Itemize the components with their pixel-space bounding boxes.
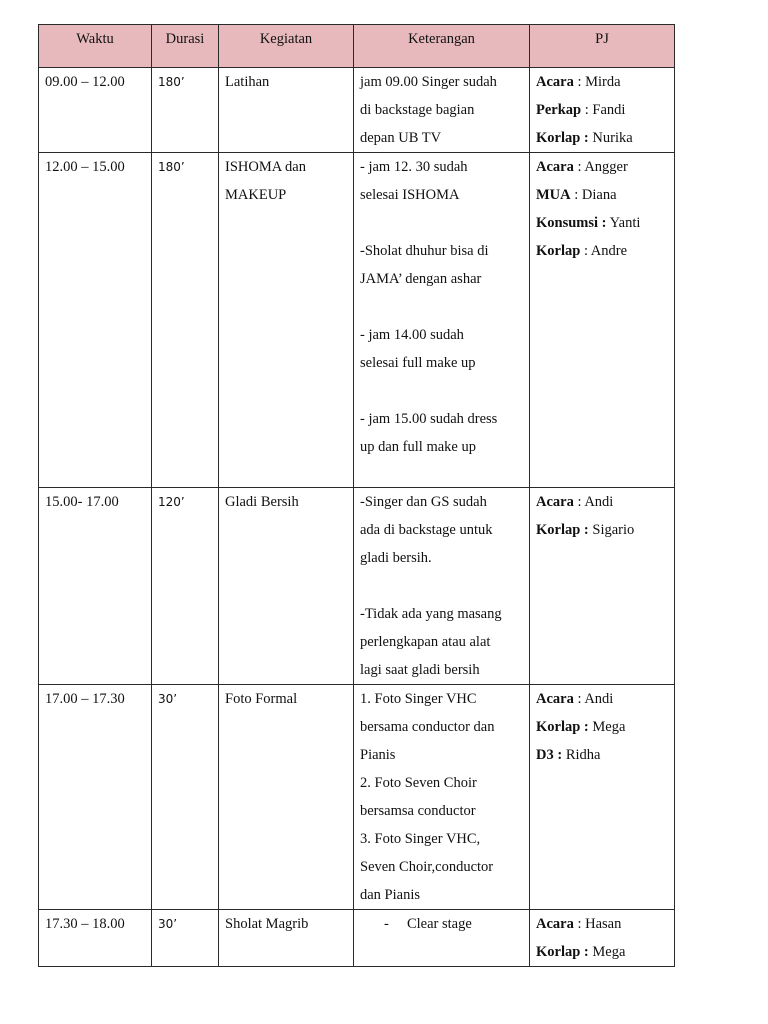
cell-pj bbox=[530, 153, 675, 488]
pj-name: Nurika bbox=[592, 130, 633, 146]
kegiatan-line: Latihan bbox=[225, 74, 270, 90]
keterangan-line: -Singer dan GS sudah bbox=[360, 494, 487, 510]
header-durasi: Durasi bbox=[152, 25, 219, 68]
pj-entry bbox=[536, 685, 668, 713]
pj-name: Andi bbox=[584, 691, 614, 707]
paragraph-gap bbox=[360, 377, 523, 405]
kegiatan-line: MAKEUP bbox=[225, 187, 287, 203]
cell-kegiatan bbox=[219, 488, 354, 685]
pj-role: Perkap bbox=[536, 102, 582, 118]
cell-durasi: 180’ bbox=[152, 153, 219, 488]
pj-name: Andre bbox=[590, 243, 628, 259]
keterangan-line: dan Pianis bbox=[360, 887, 421, 903]
keterangan-line: perlengkapan atau alat bbox=[360, 634, 491, 650]
paragraph-gap bbox=[360, 209, 523, 237]
table-row bbox=[39, 910, 675, 967]
cell-keterangan bbox=[354, 488, 530, 685]
pj-entry bbox=[536, 741, 668, 769]
cell-kegiatan bbox=[219, 68, 354, 153]
pj-sep: : bbox=[580, 243, 591, 259]
keterangan-line: lagi saat gladi bersih bbox=[360, 662, 480, 678]
cell-waktu: 17.30 – 18.00 bbox=[39, 910, 152, 967]
keterangan-line: Pianis bbox=[360, 747, 396, 763]
keterangan-line: Seven Choir,conductor bbox=[360, 859, 494, 875]
pj-name: Mega bbox=[592, 719, 626, 735]
table-row bbox=[39, 685, 675, 910]
pj-sep: : bbox=[573, 916, 586, 932]
table-row bbox=[39, 488, 675, 685]
pj-name: Angger bbox=[584, 159, 628, 175]
pj-sep: : bbox=[581, 102, 593, 118]
pj-entry bbox=[536, 488, 668, 516]
pj-name: Ridha bbox=[565, 747, 601, 763]
pj-role: Korlap : bbox=[536, 522, 589, 538]
keterangan-line: ada di backstage untuk bbox=[360, 522, 493, 538]
pj-name: Hasan bbox=[585, 916, 622, 932]
pj-name: Mega bbox=[592, 944, 626, 960]
cell-keterangan bbox=[354, 910, 530, 967]
pj-sep: : bbox=[573, 494, 585, 510]
cell-durasi: 30’ bbox=[152, 910, 219, 967]
keterangan-line: - Clear stage bbox=[384, 916, 472, 932]
pj-sep: : bbox=[573, 159, 585, 175]
table-row bbox=[39, 153, 675, 488]
cell-kegiatan bbox=[219, 685, 354, 910]
keterangan-line: bersamsa conductor bbox=[360, 803, 476, 819]
cell-kegiatan bbox=[219, 153, 354, 488]
pj-entry bbox=[536, 713, 668, 741]
keterangan-line: up dan full make up bbox=[360, 439, 476, 455]
kegiatan-line: Gladi Bersih bbox=[225, 494, 299, 510]
keterangan-line: jam 09.00 Singer sudah bbox=[360, 74, 497, 90]
keterangan-line: - jam 14.00 sudah bbox=[360, 327, 464, 343]
cell-durasi: 180’ bbox=[152, 68, 219, 153]
pj-name: Diana bbox=[581, 187, 617, 203]
kegiatan-line: ISHOMA dan bbox=[225, 159, 306, 175]
pj-role: Acara bbox=[536, 494, 574, 510]
pj-name: Fandi bbox=[592, 102, 626, 118]
cell-waktu: 09.00 – 12.00 bbox=[39, 68, 152, 153]
keterangan-line: selesai ISHOMA bbox=[360, 187, 460, 203]
cell-pj bbox=[530, 488, 675, 685]
pj-role: Korlap : bbox=[536, 719, 589, 735]
cell-waktu: 17.00 – 17.30 bbox=[39, 685, 152, 910]
keterangan-line: bersama conductor dan bbox=[360, 719, 495, 735]
cell-waktu: 12.00 – 15.00 bbox=[39, 153, 152, 488]
keterangan-line: -Tidak ada yang masang bbox=[360, 606, 502, 622]
schedule-table bbox=[38, 24, 675, 967]
keterangan-line: -Sholat dhuhur bisa di bbox=[360, 243, 489, 259]
pj-name: Yanti bbox=[609, 215, 641, 231]
pj-role: Acara bbox=[536, 159, 574, 175]
pj-entry bbox=[536, 237, 668, 265]
keterangan-line: - jam 12. 30 sudah bbox=[360, 159, 468, 175]
pj-name: Sigario bbox=[592, 522, 635, 538]
pj-role: Korlap bbox=[536, 243, 581, 259]
paragraph-gap bbox=[360, 293, 523, 321]
cell-keterangan bbox=[354, 153, 530, 488]
keterangan-line: 3. Foto Singer VHC, bbox=[360, 831, 481, 847]
table-header-row bbox=[39, 25, 675, 68]
pj-role: MUA bbox=[536, 187, 571, 203]
pj-entry bbox=[536, 910, 668, 938]
cell-pj bbox=[530, 68, 675, 153]
pj-sep: : bbox=[570, 187, 582, 203]
keterangan-line: - jam 15.00 sudah dress bbox=[360, 411, 498, 427]
pj-role: Konsumsi : bbox=[536, 215, 607, 231]
cell-keterangan bbox=[354, 685, 530, 910]
cell-keterangan bbox=[354, 68, 530, 153]
pj-name: Mirda bbox=[585, 74, 621, 90]
pj-entry bbox=[536, 516, 668, 544]
pj-sep: : bbox=[573, 74, 586, 90]
pj-role: Acara bbox=[536, 916, 574, 932]
cell-durasi: 30’ bbox=[152, 685, 219, 910]
pj-sep: : bbox=[573, 691, 585, 707]
header-pj: PJ bbox=[530, 25, 675, 68]
keterangan-line: 2. Foto Seven Choir bbox=[360, 775, 477, 791]
header-waktu: Waktu bbox=[39, 25, 152, 68]
pj-entry bbox=[536, 124, 668, 152]
keterangan-line: 1. Foto Singer VHC bbox=[360, 691, 477, 707]
kegiatan-line: Sholat Magrib bbox=[225, 916, 309, 932]
paragraph-gap bbox=[360, 572, 523, 600]
pj-role: D3 : bbox=[536, 747, 563, 763]
pj-entry bbox=[536, 68, 668, 96]
keterangan-line: depan UB TV bbox=[360, 130, 442, 146]
cell-pj bbox=[530, 910, 675, 967]
header-keterangan: Keterangan bbox=[354, 25, 530, 68]
pj-entry bbox=[536, 209, 668, 237]
table-row bbox=[39, 68, 675, 153]
pj-role: Acara bbox=[536, 691, 574, 707]
cell-pj bbox=[530, 685, 675, 910]
pj-name: Andi bbox=[584, 494, 614, 510]
pj-entry bbox=[536, 96, 668, 124]
pj-entry bbox=[536, 181, 668, 209]
keterangan-line: JAMA’ dengan ashar bbox=[360, 271, 482, 287]
keterangan-line: selesai full make up bbox=[360, 355, 476, 371]
cell-waktu: 15.00- 17.00 bbox=[39, 488, 152, 685]
pj-role: Korlap : bbox=[536, 130, 589, 146]
kegiatan-line: Foto Formal bbox=[225, 691, 298, 707]
header-kegiatan: Kegiatan bbox=[219, 25, 354, 68]
cell-kegiatan bbox=[219, 910, 354, 967]
pj-role: Korlap : bbox=[536, 944, 589, 960]
keterangan-line: gladi bersih. bbox=[360, 550, 432, 566]
pj-entry bbox=[536, 938, 668, 966]
pj-entry bbox=[536, 153, 668, 181]
cell-durasi: 120’ bbox=[152, 488, 219, 685]
keterangan-line: di backstage bagian bbox=[360, 102, 475, 118]
pj-role: Acara bbox=[536, 74, 574, 90]
